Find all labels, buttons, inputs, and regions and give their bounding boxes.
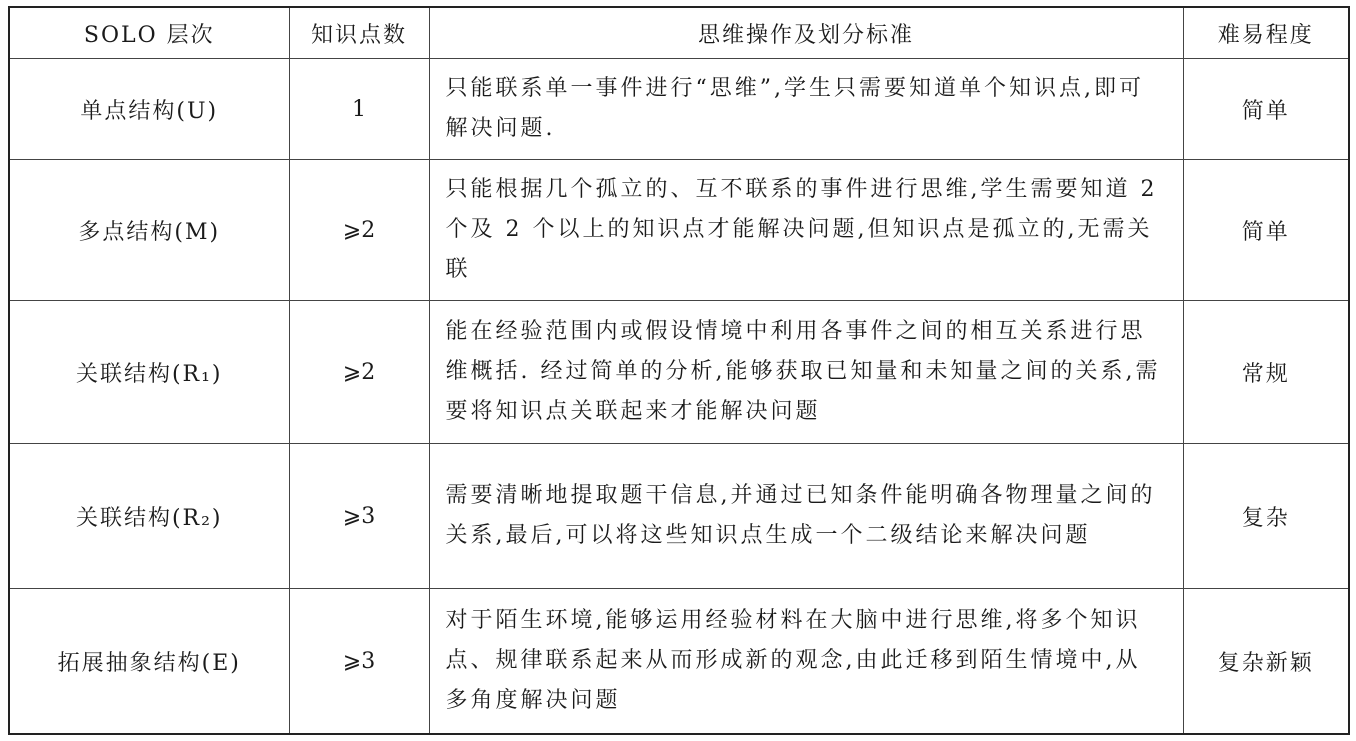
table-row <box>9 444 1349 589</box>
cell-criteria: 能在经验范围内或假设情境中利用各事件之间的相互关系进行思维概括. 经过简单的分析,能够获取已知量和未知量之间的关系,需要将知识点关联起来才能解决问题 <box>429 301 1183 444</box>
table-row <box>9 59 1349 160</box>
cell-difficulty: 复杂 <box>1183 444 1349 589</box>
table-row <box>9 589 1349 735</box>
cell-criteria: 需要清晰地提取题干信息,并通过已知条件能明确各物理量之间的关系,最后,可以将这些知识点生成一个二级结论来解决问题 <box>429 444 1183 589</box>
table-row <box>9 160 1349 301</box>
cell-level: 多点结构(M) <box>9 160 289 301</box>
cell-criteria: 对于陌生环境,能够运用经验材料在大脑中进行思维,将多个知识点、规律联系起来从而形成新的观念,由此迁移到陌生情境中,从多角度解决问题 <box>429 589 1183 735</box>
cell-knowledge-points: ⩾3 <box>289 589 429 735</box>
cell-knowledge-points: 1 <box>289 59 429 160</box>
cell-difficulty: 复杂新颖 <box>1183 589 1349 735</box>
cell-difficulty: 常规 <box>1183 301 1349 444</box>
table-row <box>9 301 1349 444</box>
cell-knowledge-points: ⩾2 <box>289 301 429 444</box>
cell-knowledge-points: ⩾3 <box>289 444 429 589</box>
header-knowledge-points: 知识点数 <box>289 7 429 59</box>
cell-knowledge-points: ⩾2 <box>289 160 429 301</box>
solo-table <box>8 6 1350 735</box>
cell-difficulty: 简单 <box>1183 160 1349 301</box>
header-solo-level: SOLO 层次 <box>9 7 289 59</box>
cell-level: 拓展抽象结构(E) <box>9 589 289 735</box>
cell-criteria: 只能根据几个孤立的、互不联系的事件进行思维,学生需要知道 2 个及 2 个以上的知识点才能解决问题,但知识点是孤立的,无需关联 <box>429 160 1183 301</box>
header-criteria: 思维操作及划分标准 <box>429 7 1183 59</box>
cell-level: 单点结构(U) <box>9 59 289 160</box>
cell-level: 关联结构(R₂) <box>9 444 289 589</box>
table-header-row <box>9 7 1349 59</box>
header-difficulty: 难易程度 <box>1183 7 1349 59</box>
cell-level: 关联结构(R₁) <box>9 301 289 444</box>
cell-difficulty: 简单 <box>1183 59 1349 160</box>
cell-criteria: 只能联系单一事件进行“思维”,学生只需要知道单个知识点,即可解决问题. <box>429 59 1183 160</box>
